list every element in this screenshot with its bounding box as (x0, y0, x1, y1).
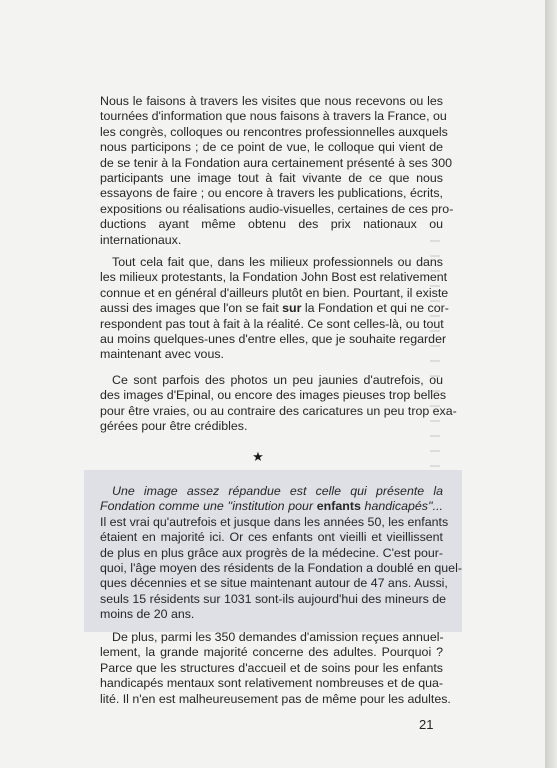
text-line: respondent pas tout à fait à la réalité. Ce sont celles-là, ou tout (100, 316, 444, 331)
text-line: ductions ayant même obtenu des prix nationaux ou (100, 217, 443, 232)
text-line: expositions ou réalisations audio-visuelles, certaines de ces pro- (100, 201, 454, 216)
text-line: Tout cela fait que, dans les milieux professionnels ou dans (112, 255, 443, 269)
text-run: la Fondation et qui ne cor- (301, 301, 449, 316)
text-line: de se tenir à la Fondation aura certainement présenté à ses 300 (100, 155, 452, 170)
paragraph-5 (100, 630, 451, 707)
paragraph-2 (100, 255, 449, 363)
text-line: Parce que les structures d'accueil et de soins pour les enfants (100, 660, 443, 675)
text-line: moins de 20 ans. (100, 607, 195, 622)
text-run: aussi des images que l'on se fait (100, 301, 283, 316)
text-line: participants une image tout à fait vivante de ce que nous (100, 171, 443, 186)
text-line: quoi, l'âge moyen des résidents de la Fondation a doublé en quel- (100, 561, 462, 576)
text-line: seuls 15 résidents sur 1031 sont-ils aujourd'hui des mineurs de (100, 591, 447, 606)
emphasis-enfants: enfants (316, 499, 361, 514)
text-line: maintenant avec vous. (100, 347, 224, 362)
text-line: handicapés mentaux sont relativement nombreuses et de qua- (100, 676, 444, 691)
text-line: Nous le faisons à travers les visites que nous recevons ou les (100, 94, 443, 108)
page-edge (545, 0, 557, 768)
text-line (100, 499, 443, 514)
text-line: tournées d'information que nous faisons à travers la France, ou (100, 109, 447, 124)
text-line: Ce sont parfois des photos un peu jaunies d'autrefois, ou (112, 373, 443, 387)
text-line: des images d'Epinal, ou encore des images pieuses trop belles (100, 388, 447, 403)
text-line (100, 484, 443, 499)
text-line: Il est vrai qu'autrefois et jusque dans les années 50, les enfants (100, 514, 449, 529)
text-line: gérées pour être crédibles. (100, 419, 248, 434)
section-separator-star: ★ (252, 449, 264, 464)
paragraph-3 (100, 373, 457, 435)
text-line: nous participons ; de ce point de vue, le colloque qui vient de (100, 140, 443, 155)
text-line: pour être vraies, ou au contraire des caricatures un peu trop exa- (100, 403, 457, 418)
paragraph-4 (100, 484, 462, 623)
text-line: internationaux. (100, 232, 182, 247)
text-line: les congrès, colloques ou rencontres professionnelles auxquels (100, 124, 448, 139)
text-line: essayons de faire ; ou encore à travers les publications, écrits, (100, 186, 443, 201)
text-line: au moins quelques-unes d'entre elles, que je souhaite regarder (100, 332, 447, 347)
text-line: de plus en plus grâce aux progrès de la médecine. C'est pour- (100, 545, 443, 560)
text-line: les milieux protestants, la Fondation John Bost est relativement (100, 270, 448, 285)
italic-text: handicapés''... (360, 499, 443, 514)
text-line: lement, la grande majorité concerne des adultes. Pourquoi ? (100, 645, 443, 660)
text-line: connue et en général d'ailleurs plutôt en bien. Pourtant, il existe (100, 285, 449, 300)
italic-text: Une image assez répandue est celle qui présente la (112, 484, 443, 498)
text-line (100, 301, 449, 316)
text-line: lité. Il n'en est malheureusement pas de même pour les adultes. (100, 691, 451, 706)
paragraph-1 (100, 94, 454, 248)
italic-text: Fondation comme une ''institution pour (100, 499, 317, 514)
text-line: étaient en majorité ici. Or ces enfants ont vieilli et vieillissent (100, 530, 443, 545)
emphasis-sur: sur (282, 301, 302, 316)
text-line: De plus, parmi les 350 demandes d'amission reçues annuel- (112, 630, 444, 644)
text-line: ques décennies et se situe maintenant autour de 47 ans. Aussi, (100, 576, 448, 591)
page-number: 21 (419, 717, 434, 732)
